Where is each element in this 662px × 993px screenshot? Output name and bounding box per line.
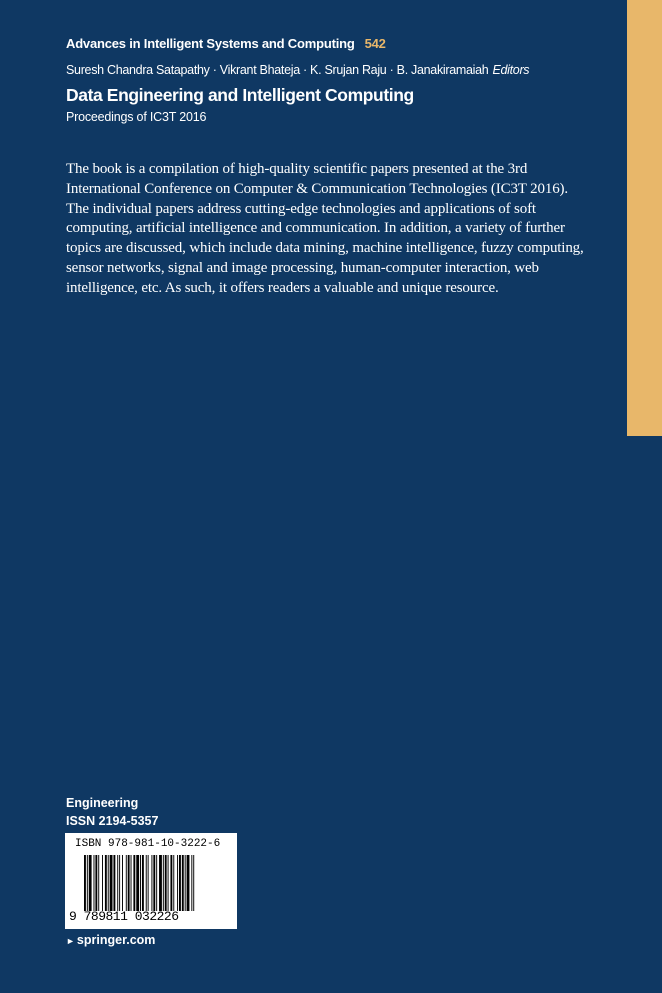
accent-strip — [627, 0, 662, 436]
subject-label: Engineering — [66, 796, 139, 810]
barcode-bars — [84, 855, 224, 911]
publisher-url: springer.com — [76, 933, 156, 947]
series-name: Advances in Intelligent Systems and Computing — [66, 36, 355, 51]
series-title — [66, 36, 386, 51]
publisher-link[interactable] — [66, 933, 155, 947]
editors-role: Editors — [492, 63, 530, 77]
editors-line — [66, 63, 529, 77]
book-subtitle: Proceedings of IC3T 2016 — [66, 110, 207, 124]
issn-label: ISSN 2194-5357 — [66, 814, 159, 828]
book-title: Data Engineering and Intelligent Computing — [66, 85, 414, 105]
book-blurb: The book is a compilation of high-quality scientific papers presented at the 3rd International Conference on Computer & Communication Technologies (IC3T 2016). The individual papers address cutting-edge technologies and applications of soft computing, artificial intelligence and communication. In addition, a variety of further topics are discussed, which include data mining, machine intelligence, fuzzy computing, sensor networks, signal and image processing, human-computer interaction, web intelligence, etc. As such, it offers readers a valuable and unique resource. — [66, 161, 584, 296]
arrow-icon: ► — [66, 936, 75, 946]
barcode — [65, 833, 237, 929]
series-number: 542 — [364, 36, 386, 51]
editors-names: Suresh Chandra Satapathy · Vikrant Bhateja · K. Srujan Raju · B. Janakiramaiah — [66, 63, 489, 77]
isbn-text: ISBN 978-981-10-3222-6 — [75, 838, 221, 850]
barcode-digits: 9 789811 032226 — [69, 909, 179, 924]
